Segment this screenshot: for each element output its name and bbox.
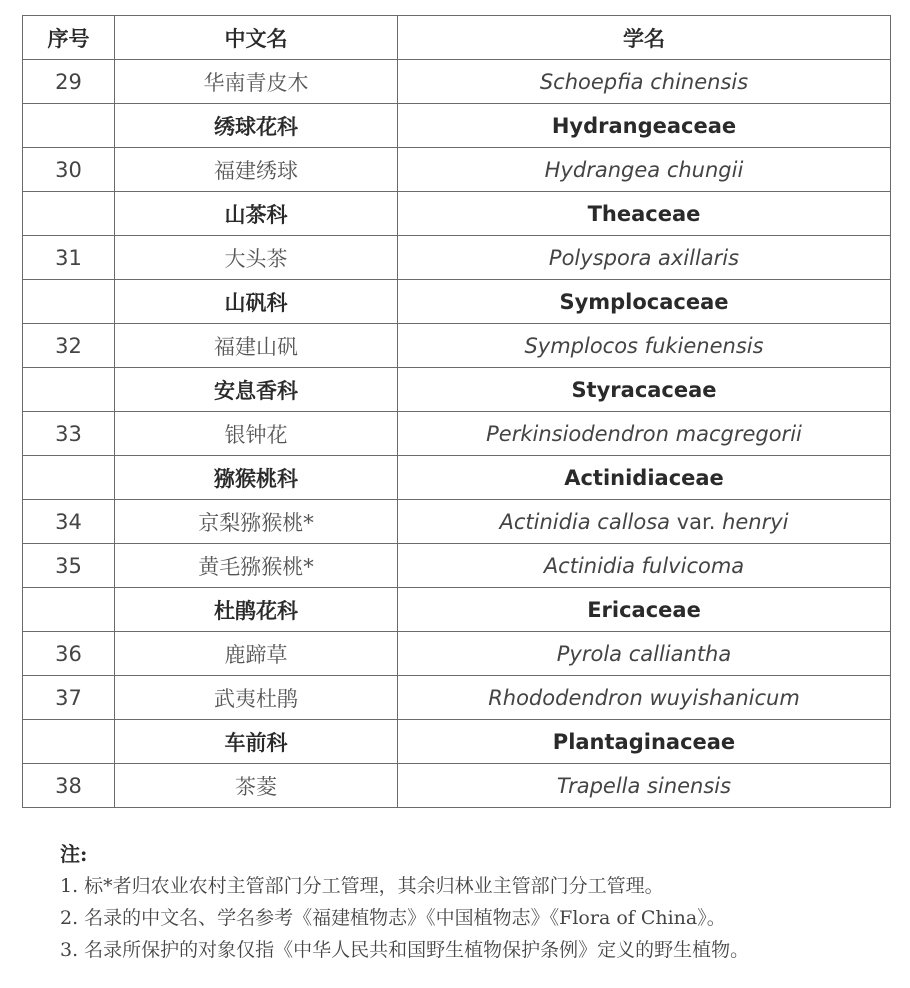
cell-chinese-name: 茶菱: [115, 764, 398, 808]
cell-family-scientific-name: Theaceae: [398, 192, 891, 236]
cell-chinese-name: 武夷杜鹃: [115, 676, 398, 720]
family-row: [23, 192, 891, 236]
cell-family-chinese-name: 猕猴桃科: [115, 456, 398, 500]
cell-serial-number: 37: [23, 676, 115, 720]
cell-serial-number: 33: [23, 412, 115, 456]
cell-chinese-name: 福建山矾: [115, 324, 398, 368]
cell-chinese-name: 福建绣球: [115, 148, 398, 192]
notes-section: [60, 838, 900, 966]
cell-family-scientific-name: Styracaceae: [398, 368, 891, 412]
species-row: [23, 236, 891, 280]
cell-serial-number: [23, 192, 115, 236]
species-row: [23, 148, 891, 192]
cell-serial-number: 30: [23, 148, 115, 192]
cell-chinese-name: 黄毛猕猴桃*: [115, 544, 398, 588]
cell-family-chinese-name: 安息香科: [115, 368, 398, 412]
scientific-name-infraspecific: henryi: [722, 509, 789, 534]
family-row: [23, 720, 891, 764]
species-row: [23, 544, 891, 588]
note-item: 2. 名录的中文名、学名参考《福建植物志》《中国植物志》《Flora of China》。: [60, 907, 726, 929]
cell-scientific-name: Perkinsiodendron macgregorii: [398, 412, 891, 456]
cell-scientific-name: Actinidia fulvicoma: [398, 544, 891, 588]
species-row: [23, 412, 891, 456]
cell-serial-number: 31: [23, 236, 115, 280]
cell-chinese-name: 银钟花: [115, 412, 398, 456]
scientific-name-rank: var.: [670, 509, 723, 534]
cell-family-scientific-name: Actinidiaceae: [398, 456, 891, 500]
cell-scientific-name: Trapella sinensis: [398, 764, 891, 808]
cell-serial-number: [23, 588, 115, 632]
cell-scientific-name: Rhododendron wuyishanicum: [398, 676, 891, 720]
cell-family-scientific-name: Hydrangeaceae: [398, 104, 891, 148]
cell-family-chinese-name: 山茶科: [115, 192, 398, 236]
cell-family-chinese-name: 绣球花科: [115, 104, 398, 148]
cell-scientific-name: Symplocos fukienensis: [398, 324, 891, 368]
note-item: 1. 标*者归农业农村主管部门分工管理，其余归林业主管部门分工管理。: [60, 875, 664, 897]
header-scientific-name: 学名: [398, 16, 891, 60]
cell-family-scientific-name: Symplocaceae: [398, 280, 891, 324]
cell-serial-number: 35: [23, 544, 115, 588]
cell-family-chinese-name: 山矾科: [115, 280, 398, 324]
cell-serial-number: [23, 456, 115, 500]
species-row: [23, 764, 891, 808]
cell-serial-number: 34: [23, 500, 115, 544]
table-body: [23, 60, 891, 808]
cell-serial-number: [23, 104, 115, 148]
cell-serial-number: [23, 720, 115, 764]
species-row: [23, 632, 891, 676]
cell-family-scientific-name: Ericaceae: [398, 588, 891, 632]
cell-scientific-name: Schoepfia chinensis: [398, 60, 891, 104]
cell-scientific-name: Pyrola calliantha: [398, 632, 891, 676]
cell-serial-number: [23, 368, 115, 412]
notes-title: 注:: [60, 842, 88, 866]
cell-scientific-name: [398, 500, 891, 544]
family-row: [23, 588, 891, 632]
cell-chinese-name: 大头茶: [115, 236, 398, 280]
note-item: 3. 名录所保护的对象仅指《中华人民共和国野生植物保护条例》定义的野生植物。: [60, 939, 750, 961]
header-chinese-name: 中文名: [115, 16, 398, 60]
species-row: [23, 676, 891, 720]
family-row: [23, 104, 891, 148]
species-row: [23, 500, 891, 544]
species-row: [23, 60, 891, 104]
family-row: [23, 456, 891, 500]
cell-family-chinese-name: 杜鹃花科: [115, 588, 398, 632]
cell-chinese-name: 华南青皮木: [115, 60, 398, 104]
cell-serial-number: 32: [23, 324, 115, 368]
cell-serial-number: 38: [23, 764, 115, 808]
cell-serial-number: [23, 280, 115, 324]
cell-family-scientific-name: Plantaginaceae: [398, 720, 891, 764]
family-row: [23, 280, 891, 324]
cell-chinese-name: 鹿蹄草: [115, 632, 398, 676]
species-row: [23, 324, 891, 368]
family-row: [23, 368, 891, 412]
cell-chinese-name: 京梨猕猴桃*: [115, 500, 398, 544]
scientific-name-genus-species: Actinidia callosa: [499, 509, 671, 534]
cell-family-chinese-name: 车前科: [115, 720, 398, 764]
table-header-row: [23, 16, 891, 60]
cell-serial-number: 36: [23, 632, 115, 676]
header-serial-number: 序号: [23, 16, 115, 60]
cell-serial-number: 29: [23, 60, 115, 104]
cell-scientific-name: Polyspora axillaris: [398, 236, 891, 280]
cell-scientific-name: Hydrangea chungii: [398, 148, 891, 192]
species-table: [22, 15, 891, 808]
